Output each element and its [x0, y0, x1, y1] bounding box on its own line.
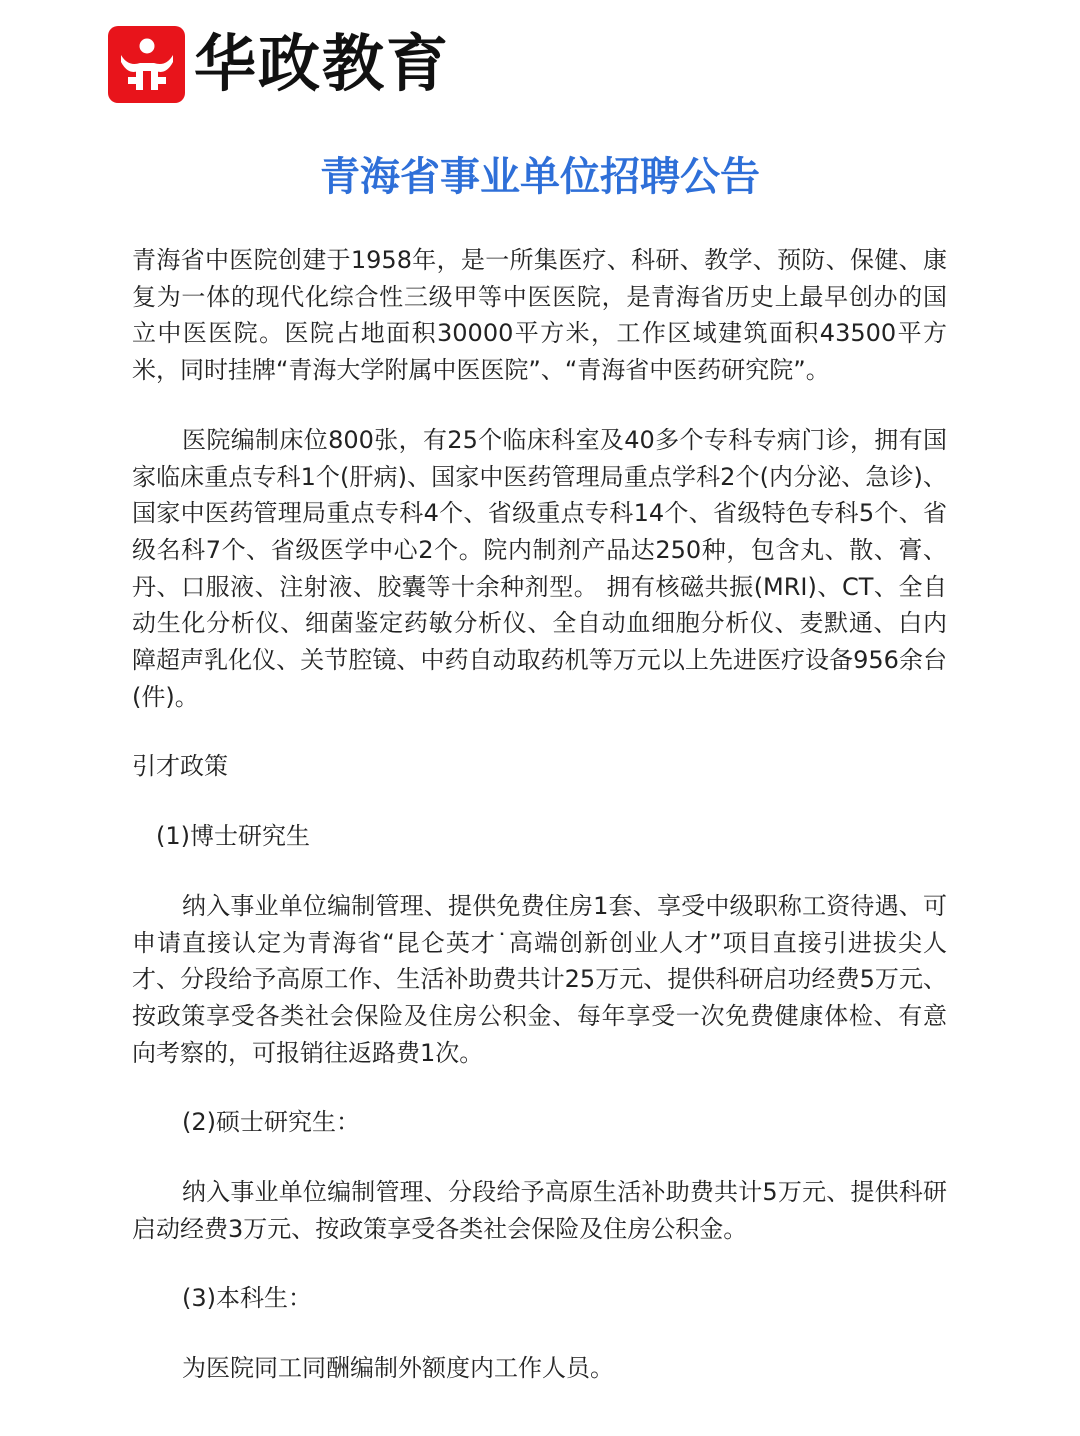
master-paragraph: 纳入事业单位编制管理、分段给予高原生活补助费共计5万元、提供科研启动经费3万元、按政策享受各类社会保险及住房公积金。 [132, 1178, 947, 1243]
brand-name: 华政教育 [194, 27, 451, 100]
bachelor-label: (3)本科生： [182, 1284, 312, 1313]
brand-header [108, 25, 450, 103]
page-title: 青海省事业单位招聘公告 [320, 154, 760, 200]
phd-paragraph: 纳入事业单位编制管理、提供免费住房1套、享受中级职称工资待遇、可申请直接认定为青海省“昆仑英才˙高端创新创业人才”项目直接引进拔尖人才、分段给予高原工作、生活补助费共计25万元、提供科研启功经费5万元、按政策享受各类社会保险及住房公积金、每年享受一次免费健康体检、有意向考察的，可报销往返路费1次。 [132, 891, 947, 1067]
policy-heading: 引才政策 [132, 752, 228, 781]
intro-paragraph: 青海省中医院创建于1958年，是一所集医疗、科研、教学、预防、保健、康复为一体的现代化综合性三级甲等中医医院，是青海省历史上最早创办的国立中医医院。医院占地面积30000平方米，工作区域建筑面积43500平方米，同时挂牌“青海大学附属中医医院”、“青海省中医药研究院”。 [132, 246, 947, 385]
article-body [132, 242, 947, 1387]
huazheng-logo-icon [108, 26, 185, 103]
facilities-paragraph: 医院编制床位800张，有25个临床科室及40多个专科专病门诊，拥有国家临床重点专科1个(肝病)、国家中医药管理局重点学科2个(内分泌、急诊)、国家中医药管理局重点专科4个、省级重点专科14个、省级特色专科5个、省级名科7个、省级医学中心2个。院内制剂产品达250种，包含丸、散、膏、丹、口服液、注射液、胶囊等十余种剂型。 拥有核磁共振(MRI)、CT、全自动生化分析仪、细菌鉴定药敏分析仪、全自动血细胞分析仪、麦默通、白内障超声乳化仪、关节腔镜、中药自动取药机等万元以上先进医疗设备956余台(件)。 [132, 425, 947, 711]
phd-label: (1)博士研究生 [156, 822, 310, 851]
bachelor-paragraph: 为医院同工同酬编制外额度内工作人员。 [182, 1354, 614, 1383]
master-label: (2)硕士研究生： [182, 1108, 360, 1137]
logo-figure-icon [116, 33, 178, 95]
